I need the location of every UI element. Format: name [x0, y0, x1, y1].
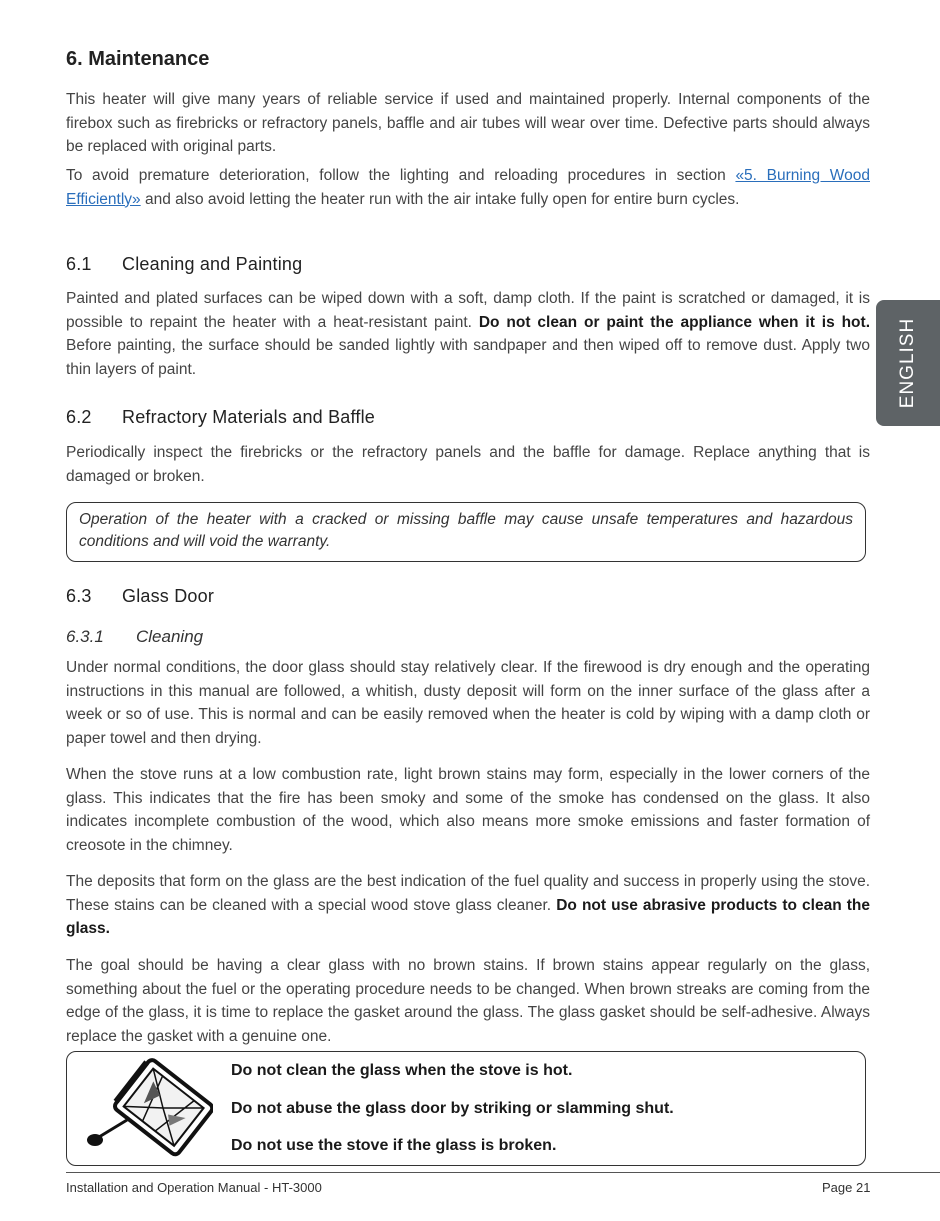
heading-text: Refractory Materials and Baffle	[122, 407, 375, 427]
glass-warning-box	[66, 1051, 866, 1166]
refractory-paragraph: Periodically inspect the firebricks or the refractory panels and the baffle for damage. Replace anything that is damaged or broken.	[66, 444, 870, 485]
text-run: The deposits that form on the glass are the best indication of the fuel quality and success in properly using the stove. These stains can be cleaned with a special wood stove glass cleaner.	[66, 873, 870, 914]
glass-paragraph-4: The goal should be having a clear glass with no brown stains. If brown stains appear regularly on the glass, something about the fuel or the operating procedure needs to be changed. When brown streaks are coming from the edge of the glass, it is time to replace the gasket around the glass. The glass gasket should be self-adhesive. Always replace the gasket with a genuine one.	[66, 957, 870, 1045]
baffle-warning-box: Operation of the heater with a cracked or missing baffle may cause unsafe temperatures and hazardous conditions and will void the warranty.	[66, 502, 866, 562]
heading-6-1	[66, 254, 302, 275]
heading-text: Glass Door	[122, 586, 215, 606]
glass-paragraph-3	[66, 870, 870, 941]
text-run: Painted and plated surfaces can be wiped down with a soft, damp cloth. If the paint is scratched or damaged, it is possible to repaint the heater with a heat-resistant paint.	[66, 290, 870, 331]
bold-warning-text: Do not use abrasive products to clean the glass.	[66, 896, 871, 937]
section-5-link[interactable]: «5. Burning Wood Efficiently»	[66, 167, 870, 208]
intro-text-after: and also avoid letting the heater run with the air intake fully open for entire burn cycles.	[140, 190, 740, 208]
glass-paragraph-2: When the stove runs at a low combustion rate, light brown stains may form, especially in the lower corners of the glass. This indicates that the fire has been smoky and some of the smoke has condensed on the glass. It also indicates incomplete combustion of the wood, which also means more smoke emissions and faster formation of creosote in the chimney.	[66, 766, 870, 854]
section-title: 6. Maintenance	[66, 48, 210, 70]
heading-text: Cleaning and Painting	[122, 254, 303, 274]
heading-number: 6.1	[66, 254, 92, 274]
bold-warning-text: Do not clean or paint the appliance when it is hot.	[478, 313, 870, 331]
subheading-text: Cleaning	[136, 627, 204, 646]
glass-warning-line-2: Do not abuse the glass door by striking or slamming shut.	[231, 1100, 674, 1117]
glass-warning-line-3: Do not use the stove if the glass is broken.	[231, 1137, 557, 1154]
text-run: Before painting, the surface should be sanded lightly with sandpaper and then wiped off to remove dust. Apply two thin layers of paint.	[66, 337, 870, 378]
language-tab-label: ENGLISH	[897, 317, 918, 409]
intro-paragraph-2	[66, 164, 870, 211]
footer-manual-title: Installation and Operation Manual - HT-3000	[66, 1180, 322, 1195]
cleaning-painting-paragraph	[66, 287, 870, 381]
heading-number: 6.3	[66, 586, 92, 606]
intro-paragraph-1: This heater will give many years of reliable service if used and maintained properly. Internal components of the firebox such as firebricks or refractory panels, baffle and air tubes will wear over time. Defective parts should always be replaced with original parts.	[66, 91, 870, 155]
language-tab	[876, 300, 940, 426]
glass-warning-line-1: Do not clean the glass when the stove is hot.	[231, 1062, 573, 1079]
heading-6-3-1	[66, 627, 203, 647]
glass-paragraph-1: Under normal conditions, the door glass should stay relatively clear. If the firewood is dry enough and the operating instructions in this manual are followed, a whitish, dusty deposit will form on the inner surface of the glass after a week or so of use. This is normal and can be easily removed when the heater is cold by wiping with a damp cloth or paper towel and then drying.	[66, 659, 870, 747]
heading-6-3	[66, 586, 214, 607]
footer-divider	[66, 1172, 940, 1173]
heading-6-2	[66, 407, 375, 428]
subheading-number: 6.3.1	[66, 627, 104, 646]
footer-page-number: Page 21	[822, 1180, 871, 1195]
intro-text-before: To avoid premature deterioration, follow the lighting and reloading procedures in section	[66, 167, 736, 184]
glass-door-icon	[83, 1058, 213, 1158]
heading-number: 6.2	[66, 407, 92, 427]
